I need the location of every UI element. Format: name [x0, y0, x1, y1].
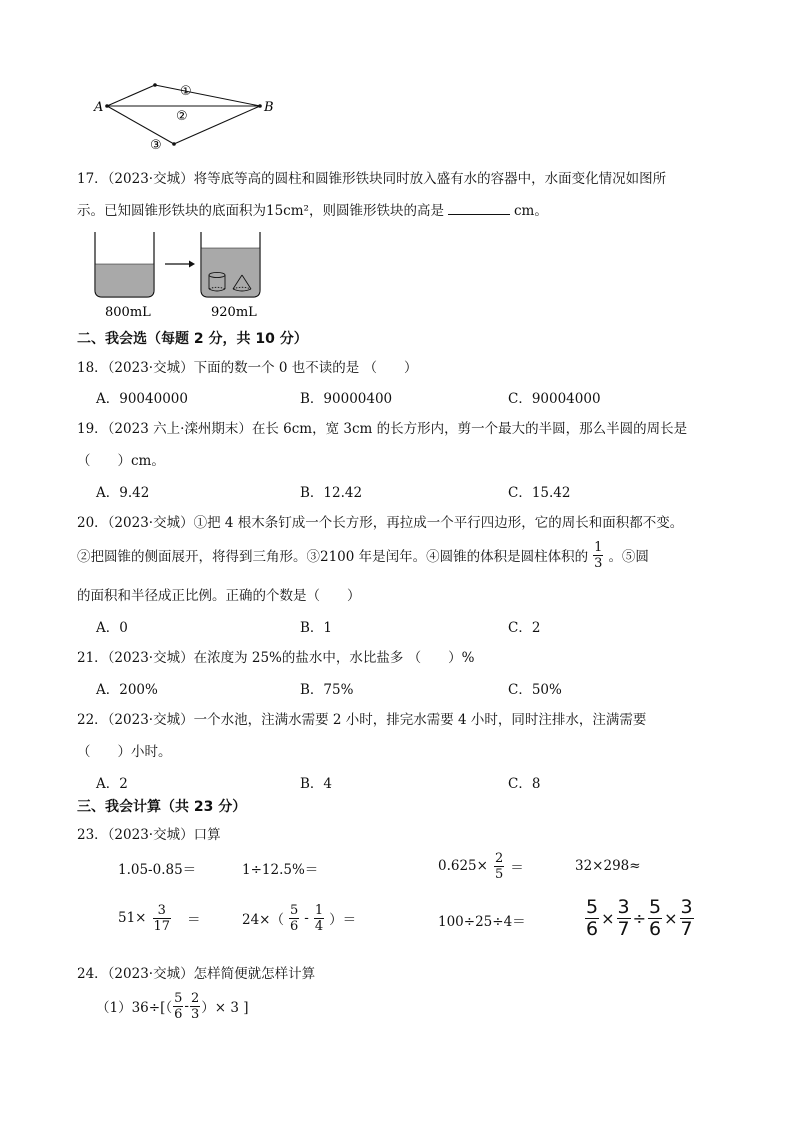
numerator: 2 — [494, 850, 504, 866]
q23-expr-8-fraction-4 — [680, 895, 694, 940]
q23-expr-4: 32×298≈ — [575, 858, 641, 874]
q23-expr-8-fraction-2 — [617, 895, 631, 940]
q20-fraction-numerator: 1 — [594, 539, 603, 555]
q20-line2 — [77, 538, 649, 572]
q23-expr-5 — [118, 900, 201, 936]
q23-expr-3-fraction — [494, 852, 504, 881]
q19-option-a[interactable]: A．9.42 — [96, 485, 150, 501]
q21-option-c[interactable]: C．50% — [508, 682, 562, 698]
beaker-diagram — [90, 226, 270, 321]
q19-option-c[interactable]: C．15.42 — [508, 485, 571, 501]
q23-expr-7: 100÷25÷4＝ — [438, 914, 526, 930]
denominator: 5 — [494, 866, 504, 882]
section-2-heading: 二、我会选（每题 2 分，共 10 分） — [77, 331, 308, 347]
q23-expr-8-op-1: × — [601, 908, 615, 928]
q23-expr-6-fraction-1 — [289, 904, 299, 933]
denominator: 3 — [190, 1006, 200, 1022]
q23-expr-6-operator: - — [304, 910, 309, 926]
q21-option-a[interactable]: A．200% — [96, 682, 158, 698]
path-2-label: ② — [176, 109, 188, 124]
point-b-label: B — [264, 100, 274, 115]
q17-answer-blank[interactable] — [448, 202, 510, 215]
section-3-heading: 三、我会计算（共 23 分） — [77, 799, 247, 815]
q24-part-1-operator: - — [184, 998, 189, 1014]
q24-part-1-end: ）× 3 ] — [201, 1000, 249, 1016]
q23-expr-6 — [242, 900, 356, 936]
q20-line2-end: 。⑤圆 — [608, 549, 649, 565]
q23-expr-3-equals: ＝ — [510, 860, 524, 876]
q20-option-a[interactable]: A．0 — [96, 620, 128, 636]
path-1-label: ① — [180, 84, 192, 99]
q23-expr-5-equals: ＝ — [187, 912, 201, 928]
q23-expr-6-text: 24×（ — [242, 912, 284, 928]
numerator: 5 — [174, 990, 183, 1006]
q23-expr-5-fraction — [153, 904, 172, 933]
numerator: 5 — [586, 895, 599, 918]
beaker-left-label: 800mL — [105, 305, 151, 320]
q23-expr-2: 1÷12.5%＝ — [242, 862, 319, 878]
denominator: 4 — [314, 918, 324, 934]
q22-option-a[interactable]: A．2 — [96, 776, 128, 792]
numerator: 5 — [290, 902, 299, 918]
q17-unit: cm。 — [513, 203, 548, 219]
q23-expr-3 — [438, 848, 524, 884]
q23-expr-6-equals: ）＝ — [329, 912, 357, 928]
q17-line2-text: 示。已知圆锥形铁块的底面积为15cm²，则圆锥形铁块的高是 — [77, 203, 444, 219]
q20-line3: 的面积和半径成正比例。正确的个数是（ ） — [77, 588, 361, 604]
q20-fraction — [593, 541, 603, 570]
q23-expr-1: 1.05-0.85＝ — [118, 862, 197, 878]
q23-expr-8 — [583, 895, 696, 941]
q23-expr-8-op-2: ÷ — [632, 908, 646, 928]
q18-option-b[interactable]: B．90000400 — [300, 391, 393, 407]
q24-stem: 24．（2023·交城）怎样简便就怎样计算 — [77, 966, 316, 982]
q20-option-b[interactable]: B．1 — [300, 620, 333, 636]
q17-line1: 17．（2023·交城）将等底等高的圆柱和圆锥形铁块同时放入盛有水的容器中，水面变化情况如图所 — [77, 171, 667, 187]
q19-option-b[interactable]: B．12.42 — [300, 485, 363, 501]
q24-part-1-fraction-1 — [173, 992, 183, 1021]
q20-fraction-denominator: 3 — [594, 555, 603, 571]
q22-line2: （ ）小时。 — [77, 744, 172, 760]
q21-option-b[interactable]: B．75% — [300, 682, 354, 698]
paths-diagram — [90, 78, 280, 153]
point-a-label: A — [94, 100, 104, 115]
denominator: 7 — [617, 917, 630, 940]
denominator: 17 — [153, 918, 171, 934]
numerator: 3 — [157, 902, 166, 918]
q23-expr-5-text: 51× — [118, 910, 147, 926]
q20-option-c[interactable]: C．2 — [508, 620, 541, 636]
q22-line1: 22．（2023·交城）一个水池，注满水需要 2 小时，排完水需要 4 小时，同时注排水，注满需要 — [77, 712, 647, 728]
q21-stem: 21．（2023·交城）在浓度为 25%的盐水中，水比盐多 （ ）% — [77, 650, 475, 666]
q17-line2 — [77, 199, 548, 219]
q18-option-c[interactable]: C．90004000 — [508, 391, 601, 407]
denominator: 6 — [586, 917, 599, 940]
q20-line2-text: ②把圆锥的侧面展开，将得到三角形。③2100 年是闰年。④圆锥的体积是圆柱体积的 — [77, 549, 589, 565]
q23-expr-3-text: 0.625× — [438, 858, 488, 874]
q23-expr-8-fraction-3 — [648, 895, 662, 940]
q19-line1: 19．（2023 六上·滦州期末）在长 6cm，宽 3cm 的长方形内，剪一个最大的半圆，那么半圆的周长是 — [77, 421, 688, 437]
q18-option-a[interactable]: A．90040000 — [96, 391, 188, 407]
q20-line1: 20．（2023·交城）①把 4 根木条钉成一个长方形，再拉成一个平行四边形，它的周长和面积都不变。 — [77, 515, 684, 531]
q23-expr-8-fraction-1 — [585, 895, 599, 940]
q22-option-b[interactable]: B．4 — [300, 776, 333, 792]
q24-part-1 — [96, 988, 248, 1024]
numerator: 3 — [680, 895, 693, 918]
denominator: 6 — [174, 1006, 183, 1022]
beaker-right-label: 920mL — [211, 305, 257, 320]
q19-line2: （ ）cm。 — [77, 453, 165, 469]
denominator: 7 — [680, 917, 693, 940]
q18-stem: 18．（2023·交城）下面的数一个 0 也不读的是 （ ） — [77, 360, 418, 376]
q22-option-c[interactable]: C．8 — [508, 776, 541, 792]
numerator: 5 — [649, 895, 662, 918]
path-3-label: ③ — [150, 138, 162, 153]
q24-part-1-text: （1）36÷[（ — [96, 1000, 173, 1016]
numerator: 1 — [314, 902, 324, 918]
denominator: 6 — [290, 918, 299, 934]
denominator: 6 — [649, 917, 662, 940]
q23-stem: 23．（2023·交城）口算 — [77, 827, 221, 843]
q23-expr-6-fraction-2 — [314, 904, 324, 933]
numerator: 2 — [190, 990, 200, 1006]
q24-part-1-fraction-2 — [190, 992, 200, 1021]
numerator: 3 — [617, 895, 630, 918]
q23-expr-8-op-3: × — [664, 908, 678, 928]
